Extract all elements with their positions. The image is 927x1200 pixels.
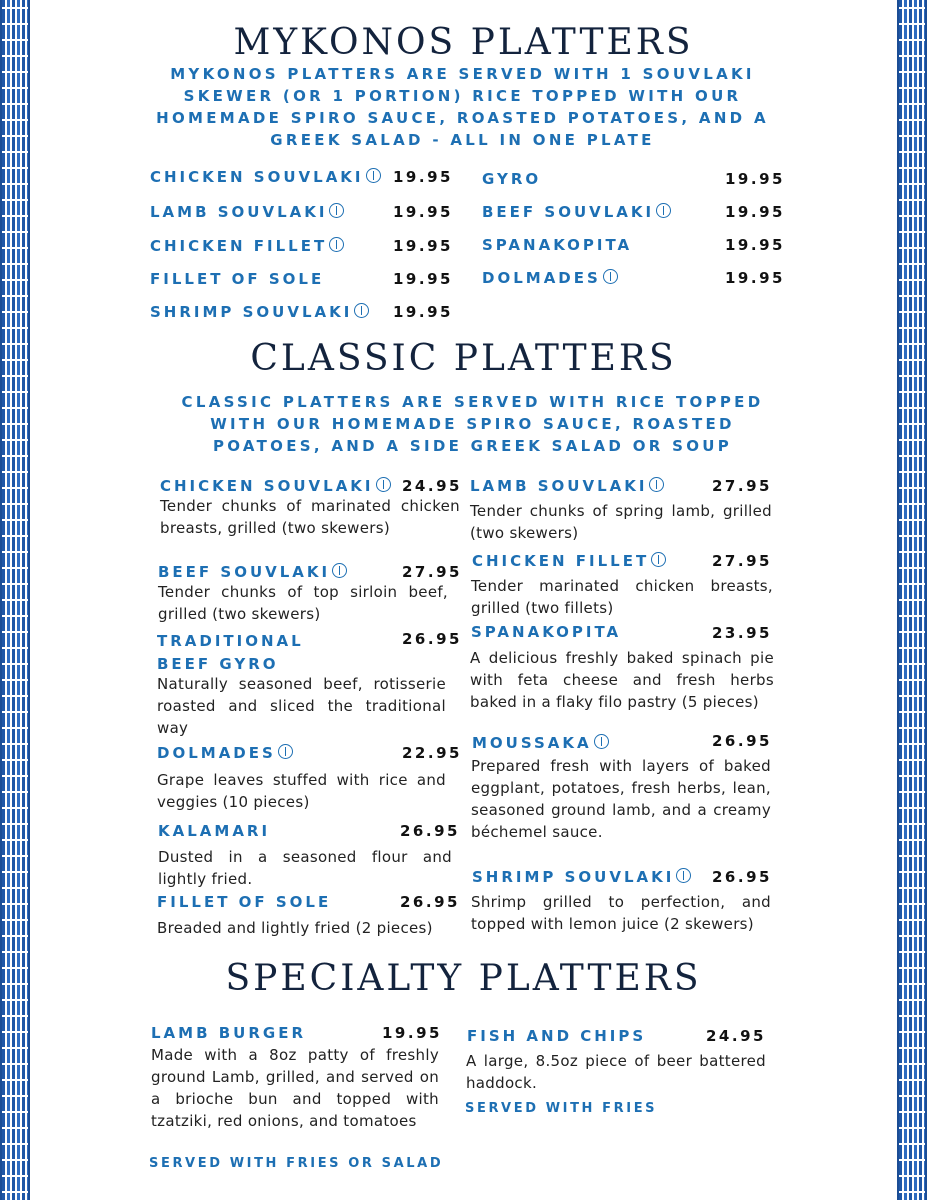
- classic-item-price: 26.95: [402, 630, 462, 648]
- gluten-free-icon: [603, 269, 618, 284]
- mykonos-item-price: 19.95: [725, 170, 785, 188]
- classic-item-desc: Tender chunks of spring lamb, grilled (two skewers): [470, 502, 772, 542]
- classic-item-price: 22.95: [402, 744, 462, 762]
- classic-item-name: FILLET OF SOLE: [157, 893, 332, 911]
- classic-item-desc: A delicious freshly baked spinach pie with feta cheese and fresh herbs baked in a flaky filo pastry (5 pieces): [470, 649, 774, 711]
- gluten-free-icon: [332, 563, 347, 578]
- mykonos-item-price: 19.95: [393, 270, 453, 288]
- mykonos-item-price: 19.95: [393, 303, 453, 321]
- classic-title: CLASSIC PLATTERS: [250, 338, 677, 379]
- mykonos-item-name: BEEF SOUVLAKI: [482, 203, 671, 221]
- classic-intro: CLASSIC PLATTERS ARE SERVED WITH RICE TOPPED WITH OUR HOMEMADE SPIRO SAUCE, ROASTED POATOES, AND A SIDE GREEK SALAD OR SOUP: [181, 393, 764, 455]
- mykonos-title: MYKONOS PLATTERS: [233, 22, 694, 63]
- specialty-item-price: 24.95: [706, 1027, 766, 1045]
- specialty-item-price: 19.95: [382, 1024, 442, 1042]
- classic-item-price: 27.95: [712, 552, 772, 570]
- classic-item-price: 27.95: [712, 477, 772, 495]
- specialty-item-note: SERVED WITH FRIES: [465, 1101, 658, 1116]
- gluten-free-icon: [329, 237, 344, 252]
- classic-item-desc: Tender chunks of marinated chicken breasts, grilled (two skewers): [160, 497, 460, 537]
- gluten-free-icon: [329, 203, 344, 218]
- classic-item-name: KALAMARI: [158, 822, 271, 840]
- classic-item-desc: Breaded and lightly fried (2 pieces): [157, 919, 433, 937]
- gluten-free-icon: [354, 303, 369, 318]
- mykonos-item-price: 19.95: [725, 203, 785, 221]
- gluten-free-icon: [278, 744, 293, 759]
- classic-item-desc: Shrimp grilled to perfection, and topped with lemon juice (2 skewers): [471, 893, 771, 933]
- classic-item-name: SHRIMP SOUVLAKI: [472, 868, 691, 886]
- mykonos-item-name: CHICKEN FILLET: [150, 237, 344, 255]
- classic-item-price: 23.95: [712, 624, 772, 642]
- gluten-free-icon: [649, 477, 664, 492]
- mykonos-item-price: 19.95: [393, 168, 453, 186]
- classic-item-desc: Prepared fresh with layers of baked eggplant, potatoes, fresh herbs, lean, seasoned ground lamb, and a creamy béchemel sauce.: [471, 757, 771, 841]
- classic-item-price: 26.95: [400, 893, 460, 911]
- classic-item-price: 27.95: [402, 563, 462, 581]
- gluten-free-icon: [656, 203, 671, 218]
- mykonos-item-name: FILLET OF SOLE: [150, 270, 325, 288]
- classic-item-name: LAMB SOUVLAKI: [470, 477, 664, 495]
- mykonos-item-name: LAMB SOUVLAKI: [150, 203, 344, 221]
- specialty-item-desc: Made with a 8oz patty of freshly ground Lamb, grilled, and served on a brioche bun and topped with tzatziki, red onions, and tomatoes: [151, 1046, 439, 1130]
- mykonos-item-price: 19.95: [393, 237, 453, 255]
- mykonos-item-price: 19.95: [725, 236, 785, 254]
- specialty-title: SPECIALTY PLATTERS: [225, 958, 702, 999]
- greek-key-border-right: [897, 0, 927, 1200]
- classic-item-name: TRADITIONAL BEEF GYRO: [157, 632, 304, 673]
- mykonos-item-price: 19.95: [725, 269, 785, 287]
- classic-item-price: 26.95: [712, 868, 772, 886]
- classic-item-name: SPANAKOPITA: [471, 623, 622, 641]
- classic-item-price: 24.95: [402, 477, 462, 495]
- gluten-free-icon: [594, 734, 609, 749]
- specialty-item-note: SERVED WITH FRIES OR SALAD: [149, 1156, 444, 1171]
- classic-item-desc: Tender marinated chicken breasts, grilled (two fillets): [471, 577, 773, 617]
- specialty-item-name: FISH AND CHIPS: [467, 1027, 647, 1045]
- classic-item-name: DOLMADES: [157, 744, 293, 762]
- mykonos-item-name: GYRO: [482, 170, 542, 188]
- classic-item-name: BEEF SOUVLAKI: [158, 563, 347, 581]
- classic-item-desc: Dusted in a seasoned flour and lightly fried.: [158, 848, 452, 888]
- gluten-free-icon: [366, 168, 381, 183]
- mykonos-intro: MYKONOS PLATTERS ARE SERVED WITH 1 SOUVLAKI SKEWER (OR 1 PORTION) RICE TOPPED WITH OUR HOMEMADE SPIRO SAUCE, ROASTED POTATOES, AND A GREEK SALAD - ALL IN ONE PLATE: [156, 65, 769, 149]
- classic-item-price: 26.95: [400, 822, 460, 840]
- mykonos-item-name: DOLMADES: [482, 269, 618, 287]
- specialty-item-desc: A large, 8.5oz piece of beer battered haddock.: [466, 1052, 766, 1092]
- mykonos-item-name: SPANAKOPITA: [482, 236, 633, 254]
- classic-item-name: CHICKEN SOUVLAKI: [160, 477, 391, 495]
- classic-item-name: MOUSSAKA: [472, 734, 609, 752]
- classic-item-name: CHICKEN FILLET: [472, 552, 666, 570]
- classic-item-price: 26.95: [712, 732, 772, 750]
- gluten-free-icon: [651, 552, 666, 567]
- mykonos-item-price: 19.95: [393, 203, 453, 221]
- specialty-item-name: LAMB BURGER: [151, 1024, 307, 1042]
- mykonos-item-name: SHRIMP SOUVLAKI: [150, 303, 369, 321]
- mykonos-item-name: CHICKEN SOUVLAKI: [150, 168, 381, 186]
- classic-item-desc: Tender chunks of top sirloin beef, grilled (two skewers): [158, 583, 448, 623]
- classic-item-desc: Grape leaves stuffed with rice and veggies (10 pieces): [157, 771, 446, 811]
- classic-item-desc: Naturally seasoned beef, rotisserie roasted and sliced the traditional way: [157, 675, 446, 737]
- greek-key-border-left: [0, 0, 30, 1200]
- gluten-free-icon: [376, 477, 391, 492]
- gluten-free-icon: [676, 868, 691, 883]
